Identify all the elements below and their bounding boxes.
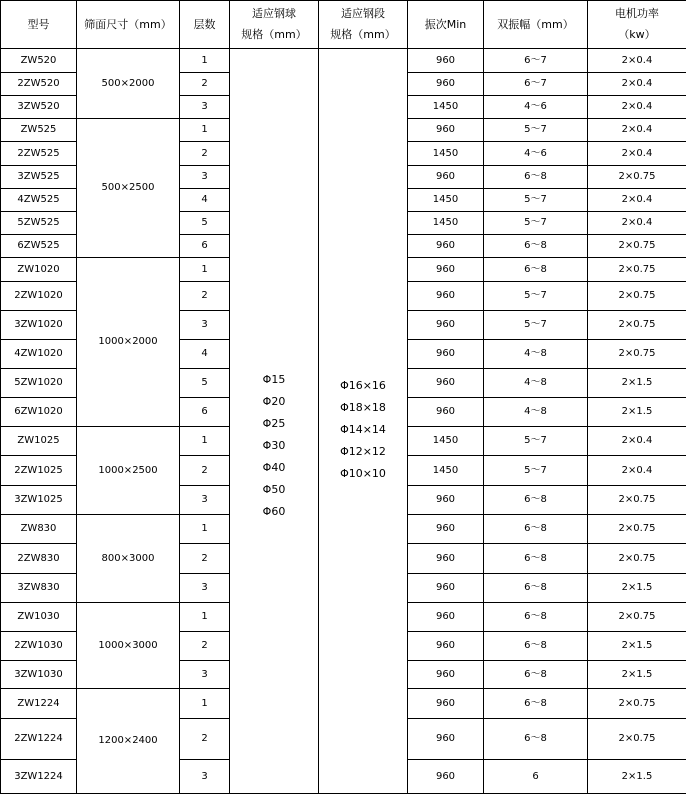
amplitude-cell: 6～8 — [484, 661, 588, 689]
model-cell: 3ZW525 — [1, 166, 77, 189]
model-cell: 3ZW1030 — [1, 661, 77, 689]
layer-cell: 2 — [180, 282, 230, 311]
layer-cell: 6 — [180, 235, 230, 258]
vibration-cell: 960 — [408, 719, 484, 760]
header-rod-spec-line1: 适应钢段 — [341, 6, 385, 20]
layer-cell: 6 — [180, 398, 230, 427]
vibration-cell: 960 — [408, 311, 484, 340]
model-cell: ZW1030 — [1, 603, 77, 632]
model-cell: 3ZW1025 — [1, 486, 77, 515]
header-amplitude: 双振幅（mm） — [484, 1, 588, 49]
power-cell: 2×1.5 — [588, 574, 686, 603]
power-cell: 2×0.4 — [588, 119, 686, 142]
rod-spec-item: Φ18×18 — [340, 401, 386, 414]
layer-cell: 1 — [180, 689, 230, 719]
power-cell: 2×0.75 — [588, 719, 686, 760]
amplitude-cell: 5～7 — [484, 311, 588, 340]
layer-cell: 4 — [180, 189, 230, 212]
vibration-cell: 960 — [408, 574, 484, 603]
amplitude-cell: 4～8 — [484, 398, 588, 427]
amplitude-cell: 6～8 — [484, 258, 588, 282]
vibration-cell: 1450 — [408, 96, 484, 119]
model-cell: ZW1025 — [1, 427, 77, 456]
ball-spec-item: Φ25 — [262, 417, 286, 430]
vibration-cell: 1450 — [408, 212, 484, 235]
vibration-cell: 960 — [408, 235, 484, 258]
model-cell: 4ZW525 — [1, 189, 77, 212]
header-layers: 层数 — [180, 1, 230, 49]
amplitude-cell: 6～8 — [484, 544, 588, 574]
ball-spec-item: Φ50 — [262, 483, 286, 496]
screen-size-cell: 1000×3000 — [77, 603, 180, 689]
power-cell: 2×0.4 — [588, 189, 686, 212]
power-cell: 2×1.5 — [588, 760, 686, 794]
layer-cell: 3 — [180, 486, 230, 515]
layer-cell: 3 — [180, 166, 230, 189]
vibration-cell: 960 — [408, 282, 484, 311]
amplitude-cell: 4～6 — [484, 96, 588, 119]
header-rod-spec — [319, 1, 408, 49]
amplitude-cell: 6～8 — [484, 719, 588, 760]
model-cell: 2ZW1020 — [1, 282, 77, 311]
power-cell: 2×0.4 — [588, 142, 686, 166]
amplitude-cell: 6～8 — [484, 689, 588, 719]
layer-cell: 1 — [180, 119, 230, 142]
amplitude-cell: 5～7 — [484, 189, 588, 212]
header-rod-spec-line2: 规格（mm） — [330, 27, 396, 41]
power-cell: 2×1.5 — [588, 369, 686, 398]
table-body — [1, 49, 686, 794]
model-cell: 6ZW1020 — [1, 398, 77, 427]
vibration-cell: 960 — [408, 369, 484, 398]
screen-size-cell: 500×2000 — [77, 49, 180, 119]
vibration-cell: 960 — [408, 486, 484, 515]
amplitude-cell: 6～8 — [484, 632, 588, 661]
header-power — [588, 1, 686, 49]
rod-spec-item: Φ10×10 — [340, 467, 386, 480]
vibration-cell: 960 — [408, 398, 484, 427]
model-cell: 3ZW1224 — [1, 760, 77, 794]
power-cell: 2×0.75 — [588, 311, 686, 340]
amplitude-cell: 6～8 — [484, 574, 588, 603]
amplitude-cell: 5～7 — [484, 456, 588, 486]
vibration-cell: 960 — [408, 119, 484, 142]
power-cell: 2×0.75 — [588, 235, 686, 258]
header-power-line2: （kw） — [618, 27, 656, 41]
amplitude-cell: 5～7 — [484, 282, 588, 311]
power-cell: 2×0.75 — [588, 340, 686, 369]
header-screen-size: 筛面尺寸（mm） — [77, 1, 180, 49]
layer-cell: 1 — [180, 515, 230, 544]
vibration-cell: 960 — [408, 258, 484, 282]
model-cell: 2ZW520 — [1, 73, 77, 96]
power-cell: 2×0.75 — [588, 486, 686, 515]
amplitude-cell: 6～8 — [484, 603, 588, 632]
amplitude-cell: 6 — [484, 760, 588, 794]
power-cell: 2×0.4 — [588, 456, 686, 486]
rod-spec-item: Φ16×16 — [340, 379, 386, 392]
power-cell: 2×0.75 — [588, 515, 686, 544]
rod-spec-item: Φ12×12 — [340, 445, 386, 458]
layer-cell: 3 — [180, 311, 230, 340]
power-cell: 2×0.75 — [588, 282, 686, 311]
rod-spec-item: Φ14×14 — [340, 423, 386, 436]
ball-spec-cell — [230, 49, 319, 794]
ball-spec-item: Φ15 — [262, 373, 286, 386]
model-cell: ZW1020 — [1, 258, 77, 282]
power-cell: 2×1.5 — [588, 632, 686, 661]
vibration-cell: 1450 — [408, 427, 484, 456]
vibration-cell: 960 — [408, 760, 484, 794]
model-cell: 2ZW1030 — [1, 632, 77, 661]
amplitude-cell: 6～8 — [484, 166, 588, 189]
layer-cell: 3 — [180, 574, 230, 603]
layer-cell: 3 — [180, 661, 230, 689]
vibration-cell: 960 — [408, 49, 484, 73]
vibration-cell: 960 — [408, 661, 484, 689]
model-cell: 2ZW525 — [1, 142, 77, 166]
amplitude-cell: 4～6 — [484, 142, 588, 166]
power-cell: 2×0.4 — [588, 96, 686, 119]
model-cell: 2ZW830 — [1, 544, 77, 574]
model-cell: ZW520 — [1, 49, 77, 73]
model-cell: 4ZW1020 — [1, 340, 77, 369]
amplitude-cell: 6～7 — [484, 49, 588, 73]
layer-cell: 2 — [180, 142, 230, 166]
power-cell: 2×0.4 — [588, 427, 686, 456]
ball-spec-item: Φ30 — [262, 439, 286, 452]
layer-cell: 2 — [180, 456, 230, 486]
layer-cell: 1 — [180, 49, 230, 73]
layer-cell: 3 — [180, 760, 230, 794]
layer-cell: 1 — [180, 258, 230, 282]
model-cell: ZW830 — [1, 515, 77, 544]
power-cell: 2×0.75 — [588, 258, 686, 282]
ball-spec-item: Φ20 — [262, 395, 286, 408]
layer-cell: 2 — [180, 719, 230, 760]
amplitude-cell: 5～7 — [484, 119, 588, 142]
amplitude-cell: 5～7 — [484, 212, 588, 235]
ball-spec-item: Φ60 — [262, 505, 286, 518]
power-cell: 2×0.4 — [588, 212, 686, 235]
power-cell: 2×0.4 — [588, 73, 686, 96]
header-ball-spec-line2: 规格（mm） — [241, 27, 307, 41]
screen-size-cell: 1000×2500 — [77, 427, 180, 515]
model-cell: 2ZW1224 — [1, 719, 77, 760]
header-vibration: 振次Min — [408, 1, 484, 49]
vibration-cell: 1450 — [408, 142, 484, 166]
layer-cell: 3 — [180, 96, 230, 119]
header-model: 型号 — [1, 1, 77, 49]
amplitude-cell: 4～8 — [484, 369, 588, 398]
ball-spec-item: Φ40 — [262, 461, 286, 474]
rod-spec-cell — [319, 49, 408, 794]
vibration-cell: 960 — [408, 515, 484, 544]
layer-cell: 2 — [180, 73, 230, 96]
header-ball-spec — [230, 1, 319, 49]
model-cell: 6ZW525 — [1, 235, 77, 258]
vibration-cell: 960 — [408, 166, 484, 189]
model-cell: 5ZW525 — [1, 212, 77, 235]
amplitude-cell: 6～7 — [484, 73, 588, 96]
layer-cell: 2 — [180, 632, 230, 661]
power-cell: 2×1.5 — [588, 661, 686, 689]
vibration-cell: 960 — [408, 544, 484, 574]
amplitude-cell: 5～7 — [484, 427, 588, 456]
header-row — [1, 1, 686, 49]
header-ball-spec-line1: 适应钢球 — [252, 6, 296, 20]
screen-size-cell: 1200×2400 — [77, 689, 180, 794]
layer-cell: 1 — [180, 603, 230, 632]
power-cell: 2×0.4 — [588, 49, 686, 73]
model-cell: 3ZW520 — [1, 96, 77, 119]
layer-cell: 1 — [180, 427, 230, 456]
power-cell: 2×0.75 — [588, 544, 686, 574]
model-cell: 5ZW1020 — [1, 369, 77, 398]
model-cell: ZW525 — [1, 119, 77, 142]
vibration-cell: 960 — [408, 603, 484, 632]
layer-cell: 2 — [180, 544, 230, 574]
vibration-cell: 960 — [408, 689, 484, 719]
vibration-cell: 960 — [408, 340, 484, 369]
amplitude-cell: 4～8 — [484, 340, 588, 369]
power-cell: 2×0.75 — [588, 603, 686, 632]
screen-size-cell: 1000×2000 — [77, 258, 180, 427]
amplitude-cell: 6～8 — [484, 486, 588, 515]
screen-size-cell: 800×3000 — [77, 515, 180, 603]
vibration-cell: 960 — [408, 73, 484, 96]
model-cell: 3ZW830 — [1, 574, 77, 603]
power-cell: 2×1.5 — [588, 398, 686, 427]
model-cell: 2ZW1025 — [1, 456, 77, 486]
table-row — [1, 49, 686, 73]
vibration-cell: 960 — [408, 632, 484, 661]
model-cell: ZW1224 — [1, 689, 77, 719]
model-cell: 3ZW1020 — [1, 311, 77, 340]
power-cell: 2×0.75 — [588, 689, 686, 719]
layer-cell: 5 — [180, 212, 230, 235]
vibration-cell: 1450 — [408, 456, 484, 486]
screen-size-cell: 500×2500 — [77, 119, 180, 258]
power-cell: 2×0.75 — [588, 166, 686, 189]
amplitude-cell: 6～8 — [484, 235, 588, 258]
header-power-line1: 电机功率 — [615, 6, 659, 20]
amplitude-cell: 6～8 — [484, 515, 588, 544]
vibration-cell: 1450 — [408, 189, 484, 212]
layer-cell: 4 — [180, 340, 230, 369]
layer-cell: 5 — [180, 369, 230, 398]
